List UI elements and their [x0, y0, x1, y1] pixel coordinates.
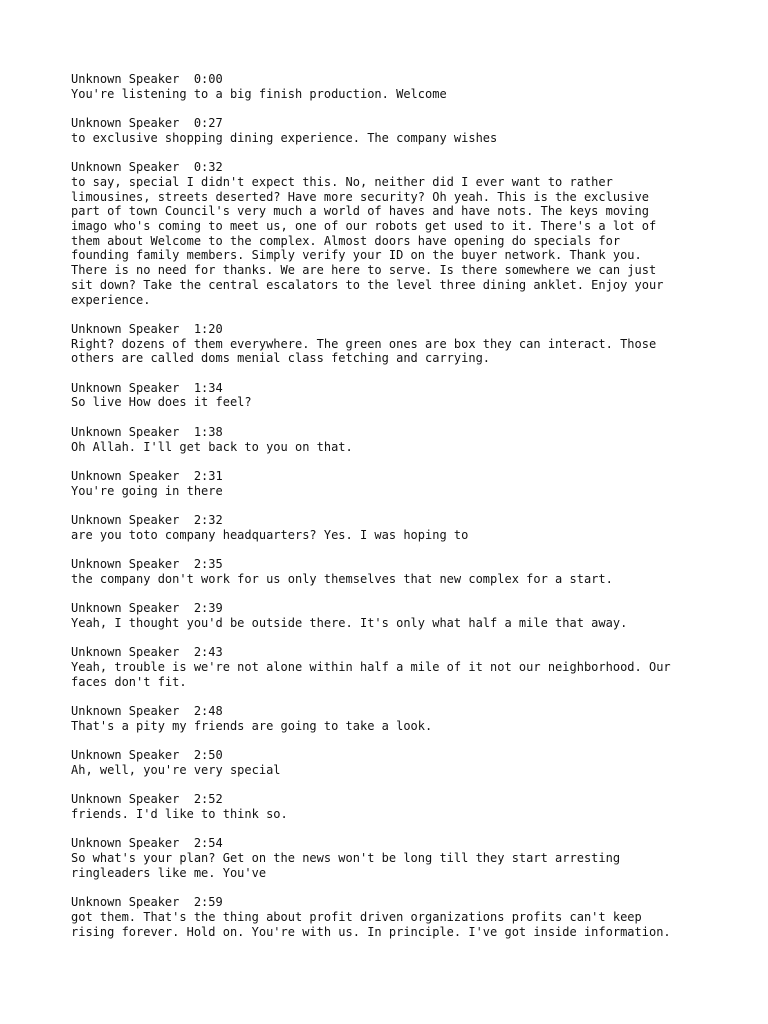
timestamp: 1:20: [193, 321, 223, 336]
transcript-entry: [71, 513, 711, 542]
transcript-entry: [71, 836, 711, 880]
transcript-text-line: them about Welcome to the complex. Almost doors have opening do specials for: [71, 233, 621, 248]
timestamp: 2:54: [193, 836, 223, 851]
speaker-header: [71, 513, 711, 528]
timestamp: 2:31: [193, 468, 223, 483]
transcript-text-line: to exclusive shopping dining experience. The company wishes: [71, 130, 498, 145]
transcript-text-line: part of town Council's very much a world of haves and have nots. The keys moving: [71, 204, 649, 219]
speaker-header: [71, 469, 711, 484]
speaker-header: [71, 704, 711, 719]
speaker-header: [71, 645, 711, 660]
transcript-text-line: So what's your plan? Get on the news won't be long till they start arresting: [71, 851, 621, 866]
timestamp: 2:52: [193, 792, 223, 807]
timestamp: 2:48: [193, 704, 223, 719]
speaker-header: [71, 72, 711, 87]
speaker-name: Unknown Speaker: [71, 160, 180, 175]
speaker-header: [71, 748, 711, 763]
transcript-text-line: Yeah, I thought you'd be outside there. It's only what half a mile that away.: [71, 615, 628, 630]
transcript-text-line: friends. I'd like to think so.: [71, 806, 288, 821]
speaker-name: Unknown Speaker: [71, 512, 180, 527]
transcript-entry: [71, 792, 711, 821]
transcript-entry: [71, 469, 711, 498]
timestamp: 0:00: [193, 72, 223, 86]
transcript-text-line: You're going in there: [71, 483, 223, 498]
timestamp: 1:38: [193, 424, 223, 439]
speaker-name: Unknown Speaker: [71, 601, 180, 616]
transcript-text-line: Yeah, trouble is we're not alone within half a mile of it not our neighborhood. Our: [71, 659, 671, 674]
speaker-name: Unknown Speaker: [71, 321, 180, 336]
speaker-header: [71, 425, 711, 440]
transcript-entry: [71, 645, 711, 689]
speaker-name: Unknown Speaker: [71, 468, 180, 483]
transcript-text-line: rising forever. Hold on. You're with us. In principle. I've got inside information.: [71, 924, 671, 939]
speaker-header: [71, 381, 711, 396]
transcript-entry: [71, 895, 711, 939]
speaker-header: [71, 895, 711, 910]
speaker-name: Unknown Speaker: [71, 748, 180, 763]
speaker-header: [71, 160, 711, 175]
speaker-name: Unknown Speaker: [71, 645, 180, 660]
transcript-entry: [71, 704, 711, 733]
transcript-entry: [71, 557, 711, 586]
timestamp: 0:32: [193, 160, 223, 175]
transcript-text-line: There is no need for thanks. We are here to serve. Is there somewhere we can just: [71, 263, 657, 278]
transcript-text-line: experience.: [71, 292, 151, 307]
speaker-name: Unknown Speaker: [71, 792, 180, 807]
timestamp: 1:34: [193, 380, 223, 395]
transcript-text-line: imago who's coming to meet us, one of our robots get used to it. There's a lot of: [71, 219, 657, 233]
transcript-text-line: You're listening to a big finish production. Welcome: [71, 86, 447, 101]
timestamp: 0:27: [193, 116, 223, 131]
transcript-text-line: ringleaders like me. You've: [71, 865, 267, 880]
transcript-entry: [71, 601, 711, 630]
speaker-name: Unknown Speaker: [71, 116, 180, 131]
transcript-entry: [71, 322, 711, 366]
transcript-entry: [71, 160, 711, 307]
speaker-name: Unknown Speaker: [71, 380, 180, 395]
speaker-name: Unknown Speaker: [71, 895, 180, 910]
speaker-header: [71, 557, 711, 572]
transcript-text-line: the company don't work for us only themselves that new complex for a start.: [71, 571, 613, 586]
speaker-name: Unknown Speaker: [71, 836, 180, 851]
transcript-text-line: That's a pity my friends are going to take a look.: [71, 718, 433, 733]
transcript-text-line: to say, special I didn't expect this. No, neither did I ever want to rather: [71, 174, 613, 189]
timestamp: 2:32: [193, 512, 223, 527]
transcript-text-line: Ah, well, you're very special: [71, 762, 281, 777]
transcript-text-line: Oh Allah. I'll get back to you on that.: [71, 439, 353, 454]
transcript-text-line: faces don't fit.: [71, 674, 187, 689]
transcript-entry: [71, 425, 711, 454]
timestamp: 2:43: [193, 645, 223, 660]
transcript-text-line: others are called doms menial class fetching and carrying.: [71, 351, 491, 366]
transcript-entry: [71, 72, 711, 101]
timestamp: 2:39: [193, 601, 223, 616]
timestamp: 2:50: [193, 748, 223, 763]
transcript-text-line: limousines, streets deserted? Have more security? Oh yeah. This is the exclusive: [71, 189, 649, 204]
transcript-text-line: founding family members. Simply verify your ID on the buyer network. Thank you.: [71, 248, 642, 263]
transcript-text-line: are you toto company headquarters? Yes. I was hoping to: [71, 527, 469, 542]
transcript-text-line: So live How does it feel?: [71, 395, 252, 410]
timestamp: 2:35: [193, 557, 223, 572]
transcript-text-line: sit down? Take the central escalators to the level three dining anklet. Enjoy your: [71, 277, 664, 292]
speaker-name: Unknown Speaker: [71, 72, 180, 86]
speaker-header: [71, 792, 711, 807]
transcript-entry: [71, 116, 711, 145]
transcript-text-line: got them. That's the thing about profit driven organizations profits can't keep: [71, 909, 642, 924]
speaker-name: Unknown Speaker: [71, 424, 180, 439]
speaker-header: [71, 601, 711, 616]
speaker-name: Unknown Speaker: [71, 704, 180, 719]
speaker-name: Unknown Speaker: [71, 557, 180, 572]
speaker-header: [71, 116, 711, 131]
transcript-page: [71, 72, 711, 954]
speaker-header: [71, 322, 711, 337]
timestamp: 2:59: [193, 895, 223, 910]
transcript-text-line: Right? dozens of them everywhere. The green ones are box they can interact. Those: [71, 336, 657, 351]
transcript-entry: [71, 381, 711, 410]
speaker-header: [71, 836, 711, 851]
transcript-entry: [71, 748, 711, 777]
